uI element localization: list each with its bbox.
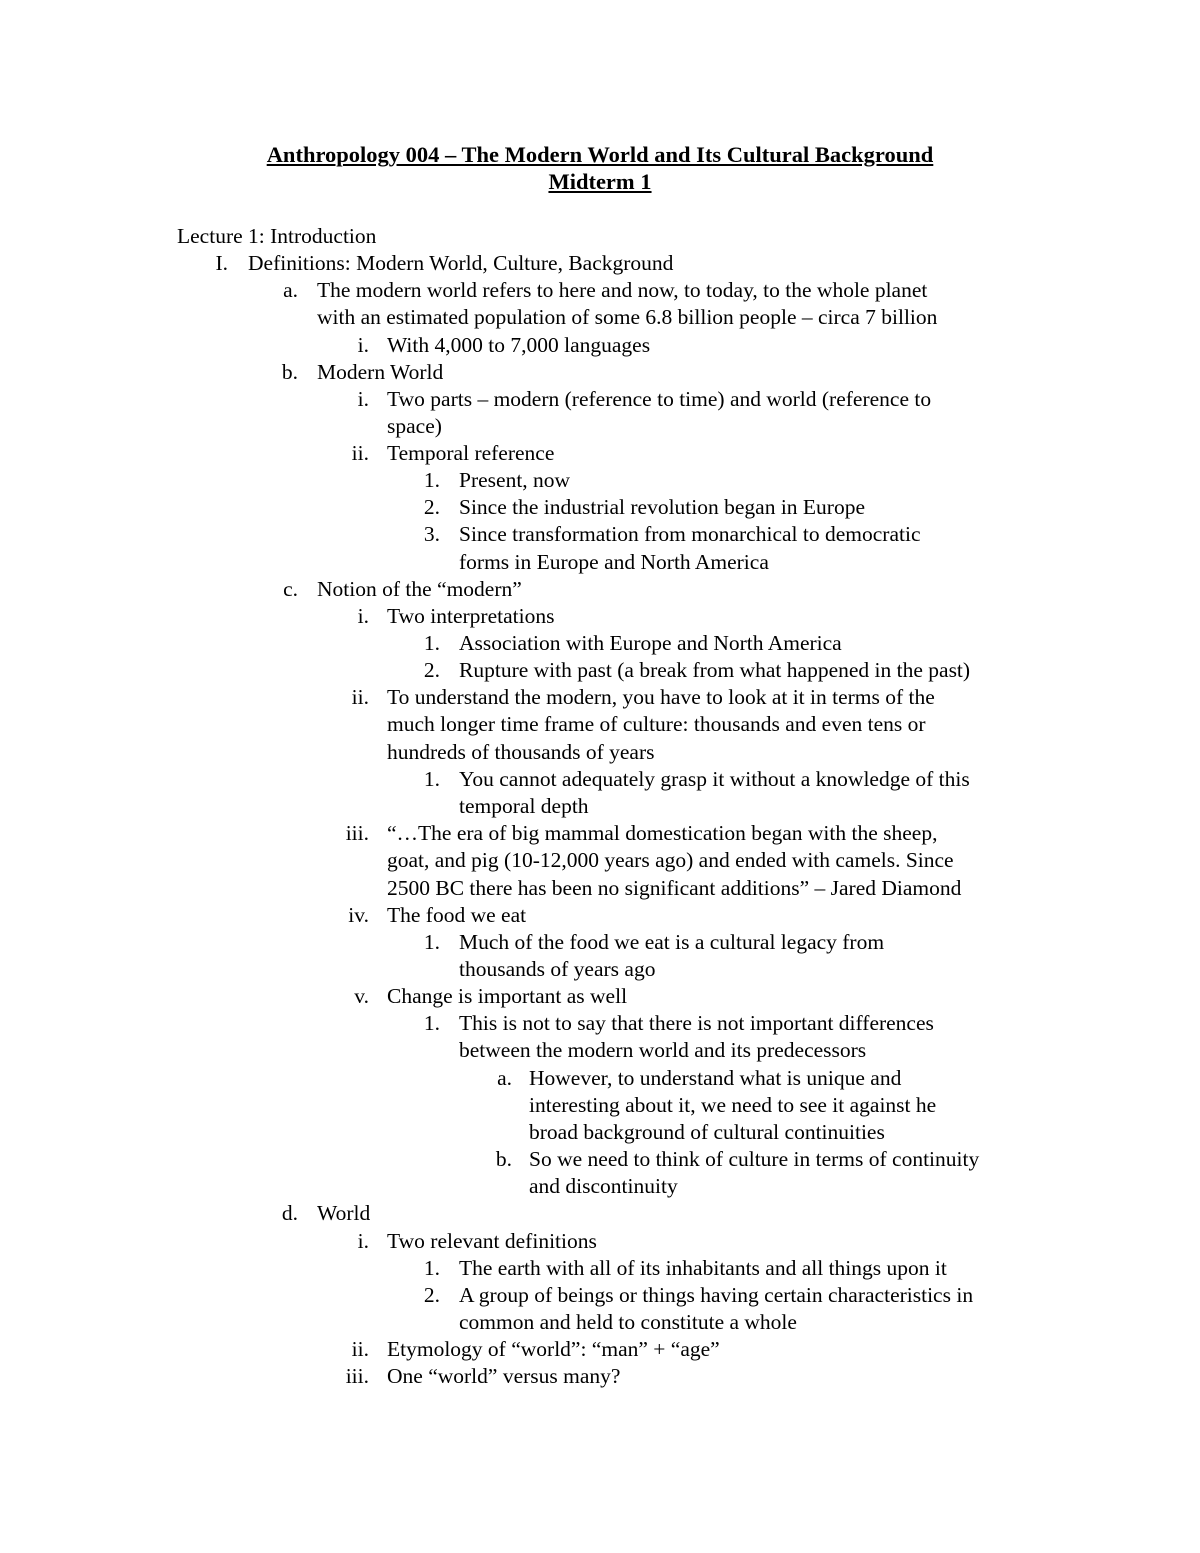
outline-text: The modern world refers to here and now, to today, to the whole planet — [317, 278, 928, 302]
outline-text: Rupture with past (a break from what happened in the past) — [459, 658, 971, 682]
outline-text: Notion of the “modern” — [317, 577, 522, 601]
outline-text: One “world” versus many? — [387, 1364, 621, 1388]
outline-text: common and held to constitute a whole — [459, 1310, 797, 1334]
outline-text: Present, now — [459, 468, 571, 492]
outline-marker: 2. — [423, 495, 440, 519]
outline-text: hundreds of thousands of years — [387, 740, 655, 764]
outline-text: and discontinuity — [529, 1174, 678, 1198]
outline-marker: iii. — [345, 821, 369, 845]
outline-marker: I. — [215, 251, 228, 275]
outline-text: 2500 BC there has been no significant additions” – Jared Diamond — [387, 876, 962, 900]
outline-marker: 1. — [423, 767, 440, 791]
outline-text: with an estimated population of some 6.8 billion people – circa 7 billion — [317, 305, 938, 329]
outline-text: goat, and pig (10-12,000 years ago) and ended with camels. Since — [387, 848, 954, 872]
outline-marker: i. — [357, 604, 369, 628]
outline-marker: b. — [281, 360, 298, 384]
outline-text: You cannot adequately grasp it without a knowledge of this — [459, 767, 970, 791]
outline-marker: 2. — [423, 658, 440, 682]
outline-marker: a. — [497, 1066, 512, 1090]
outline-text: Since the industrial revolution began in Europe — [459, 495, 866, 519]
outline-text: thousands of years ago — [459, 957, 656, 981]
outline-marker: i. — [357, 387, 369, 411]
outline-marker: i. — [357, 333, 369, 357]
outline-text: interesting about it, we need to see it against he — [529, 1093, 937, 1117]
outline-text: broad background of cultural continuities — [529, 1120, 885, 1144]
outline-text: Two relevant definitions — [387, 1229, 597, 1253]
outline-text: “…The era of big mammal domestication began with the sheep, — [387, 821, 938, 845]
outline-text: forms in Europe and North America — [459, 550, 769, 574]
outline-marker: ii. — [351, 1337, 369, 1361]
document-subtitle: Midterm 1 — [548, 169, 652, 194]
outline-marker: b. — [495, 1147, 512, 1171]
outline-text: Since transformation from monarchical to democratic — [459, 522, 921, 546]
outline-marker: i. — [357, 1229, 369, 1253]
outline-text: World — [317, 1201, 371, 1225]
outline-text: space) — [387, 414, 442, 438]
outline-text: Modern World — [317, 360, 444, 384]
outline-marker: 1. — [423, 1011, 440, 1035]
outline-marker: 3. — [423, 522, 440, 546]
outline-text: temporal depth — [459, 794, 589, 818]
outline-text: A group of beings or things having certain characteristics in — [459, 1283, 974, 1307]
outline-text: much longer time frame of culture: thousands and even tens or — [387, 712, 926, 736]
outline-marker: c. — [283, 577, 298, 601]
outline-text: Definitions: Modern World, Culture, Background — [248, 251, 674, 275]
outline-text: With 4,000 to 7,000 languages — [387, 333, 651, 357]
outline-text: Change is important as well — [387, 984, 628, 1008]
outline-marker: ii. — [351, 685, 369, 709]
outline-text: This is not to say that there is not important differences — [459, 1011, 934, 1035]
outline-text: Much of the food we eat is a cultural legacy from — [459, 930, 885, 954]
outline-text: Lecture 1: Introduction — [177, 224, 377, 248]
outline-marker: 1. — [423, 930, 440, 954]
outline-text: The food we eat — [387, 903, 527, 927]
outline-marker: 1. — [423, 631, 440, 655]
outline-text: between the modern world and its predecessors — [459, 1038, 867, 1062]
outline-marker: d. — [281, 1201, 298, 1225]
outline-marker: iii. — [345, 1364, 369, 1388]
outline-marker: 1. — [423, 1256, 440, 1280]
outline-marker: 1. — [423, 468, 440, 492]
outline-text: Two interpretations — [387, 604, 555, 628]
outline-text: Temporal reference — [387, 441, 555, 465]
outline-text: The earth with all of its inhabitants and all things upon it — [459, 1256, 947, 1280]
outline-marker: a. — [283, 278, 298, 302]
outline-text: To understand the modern, you have to look at it in terms of the — [387, 685, 935, 709]
document-title: Anthropology 004 – The Modern World and Its Cultural Background — [266, 142, 934, 167]
outline-text: Association with Europe and North America — [459, 631, 842, 655]
outline-marker: iv. — [348, 903, 369, 927]
outline-text: So we need to think of culture in terms of continuity — [529, 1147, 980, 1171]
outline-text: However, to understand what is unique and — [529, 1066, 902, 1090]
outline-marker: ii. — [351, 441, 369, 465]
outline-marker: v. — [354, 984, 369, 1008]
outline-text: Two parts – modern (reference to time) and world (reference to — [387, 387, 932, 411]
outline-marker: 2. — [423, 1283, 440, 1307]
outline-text: Etymology of “world”: “man” + “age” — [387, 1337, 720, 1361]
